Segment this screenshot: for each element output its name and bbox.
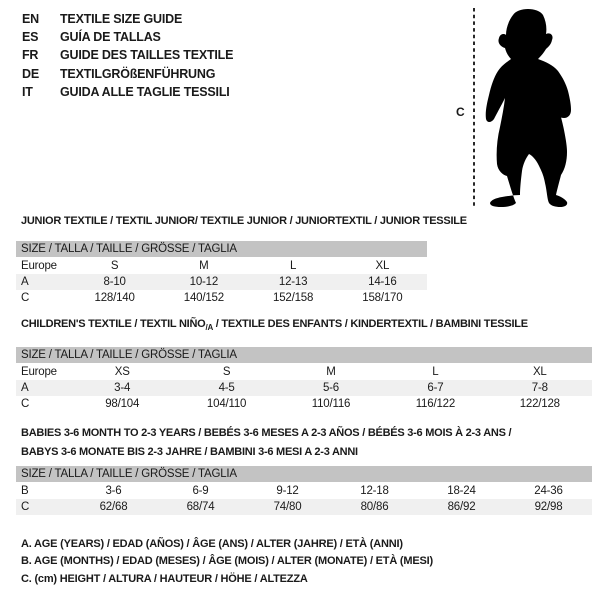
height-cell: 152/158 (273, 292, 314, 304)
language-code: IT (22, 84, 33, 99)
age-cell: 18-24 (447, 485, 476, 497)
table-row-europe (16, 364, 592, 380)
row-label: B (21, 485, 29, 497)
language-row-en (22, 10, 233, 28)
language-row-de (22, 65, 233, 83)
footnotes (21, 536, 433, 588)
age-cell: 6-9 (192, 485, 209, 497)
age-cell: 7-8 (531, 382, 548, 394)
size-cell: S (222, 366, 231, 378)
language-legend (22, 10, 233, 101)
language-code: ES (22, 30, 39, 45)
language-row-es (22, 28, 233, 46)
age-cell: 3-4 (114, 382, 131, 394)
children-title-sub: /A (205, 322, 213, 332)
age-cell: 4-5 (218, 382, 235, 394)
height-cell: 86/92 (447, 501, 476, 513)
row-label: A (21, 382, 29, 394)
age-cell: 6-7 (427, 382, 444, 394)
footnote-a: A. AGE (YEARS) / EDAD (AÑOS) / ÂGE (ANS) / ALTER (JAHRE) / ETÀ (ANNI) (21, 538, 403, 550)
age-cell: 14-16 (368, 276, 397, 288)
table-row-height (16, 499, 592, 515)
age-cell: 24-36 (534, 485, 563, 497)
language-code: EN (22, 12, 39, 26)
babies-title-line1: BABIES 3-6 MONTH TO 2-3 YEARS / BEBÉS 3-6 MESES A 2-3 AÑOS / BÉBÉS 3-6 MOIS À 2-3 ANS / (21, 427, 512, 439)
children-title-post: / TEXTILE DES ENFANTS / KINDERTEXTIL / BAMBINI TESSILE (212, 318, 528, 330)
size-cell: S (110, 260, 119, 272)
size-cell: M (326, 366, 336, 378)
footnote-c: C. (cm) HEIGHT / ALTURA / HAUTEUR / HÖHE / ALTEZZA (21, 572, 308, 585)
table-row-age (16, 274, 427, 290)
language-title: GUIDA ALLE TAGLIE TESSILI (60, 84, 230, 99)
age-cell: 12-18 (360, 485, 389, 497)
row-label: Europe (21, 366, 57, 378)
height-cell: 116/122 (415, 398, 456, 410)
measure-label-c: C (456, 105, 465, 119)
row-label: Europe (21, 260, 57, 272)
size-cell: L (290, 260, 297, 272)
size-header-bar: SIZE / TALLA / TAILLE / GRÖSSE / TAGLIA (16, 241, 427, 257)
age-cell: 3-6 (105, 485, 122, 497)
age-cell: 9-12 (276, 485, 299, 497)
size-cell: L (432, 366, 439, 378)
row-label: C (21, 501, 30, 513)
row-label: A (21, 276, 29, 288)
babies-section-title (21, 424, 511, 461)
height-cell: 62/68 (99, 501, 128, 513)
size-cell: XL (532, 366, 547, 378)
language-title: TEXTILE SIZE GUIDE (60, 12, 183, 26)
junior-size-table (16, 241, 427, 306)
size-cell: XS (114, 366, 130, 378)
language-code: FR (22, 48, 39, 63)
height-cell: 92/98 (534, 501, 563, 513)
table-row-age-months (16, 483, 592, 499)
children-size-table (16, 347, 592, 412)
age-cell: 8-10 (103, 276, 126, 288)
height-cell: 104/110 (206, 398, 247, 410)
table-row-europe (16, 258, 427, 274)
children-section-title (21, 318, 528, 330)
language-row-fr (22, 46, 233, 64)
footnote-b: B. AGE (MONTHS) / EDAD (MESES) / ÂGE (MOIS) / ALTER (MONATE) / ETÀ (MESI) (21, 555, 433, 568)
babies-size-table (16, 466, 592, 515)
size-cell: M (199, 260, 209, 272)
height-cell: 80/86 (360, 501, 389, 513)
row-label: C (21, 398, 30, 410)
height-cell: 68/74 (186, 501, 215, 513)
junior-section-title: JUNIOR TEXTILE / TEXTIL JUNIOR/ TEXTILE JUNIOR / JUNIORTEXTIL / JUNIOR TESSILE (21, 215, 467, 227)
babies-title-line2: BABYS 3-6 MONATE BIS 2-3 JAHRE / BAMBINI 3-6 MESI A 2-3 ANNI (21, 445, 358, 458)
height-cell: 122/128 (519, 398, 560, 410)
height-cell: 74/80 (273, 501, 302, 513)
language-row-it (22, 83, 233, 101)
table-row-height (16, 396, 592, 412)
row-label: C (21, 292, 30, 304)
table-row-age (16, 380, 592, 396)
height-cell: 110/116 (311, 398, 351, 410)
language-title: GUÍA DE TALLAS (60, 30, 161, 45)
height-cell: 140/152 (183, 292, 224, 304)
size-cell: XL (375, 260, 390, 272)
height-cell: 128/140 (94, 292, 135, 304)
baby-silhouette-icon (450, 0, 600, 212)
height-cell: 98/104 (105, 398, 140, 410)
age-cell: 12-13 (278, 276, 308, 288)
language-title: TEXTILGRÖßENFÜHRUNG (60, 66, 216, 81)
age-cell: 5-6 (322, 382, 339, 394)
age-cell: 10-12 (189, 276, 219, 288)
table-row-height (16, 290, 427, 306)
size-header-bar: SIZE / TALLA / TAILLE / GRÖSSE / TAGLIA (16, 347, 592, 363)
height-cell: 158/170 (362, 292, 403, 304)
language-code: DE (22, 66, 39, 81)
children-title-pre: CHILDREN'S TEXTILE / TEXTIL NIÑO (21, 318, 206, 330)
language-title: GUIDE DES TAILLES TEXTILE (60, 48, 234, 63)
size-header-bar: SIZE / TALLA / TAILLE / GRÖSSE / TAGLIA (16, 466, 592, 482)
